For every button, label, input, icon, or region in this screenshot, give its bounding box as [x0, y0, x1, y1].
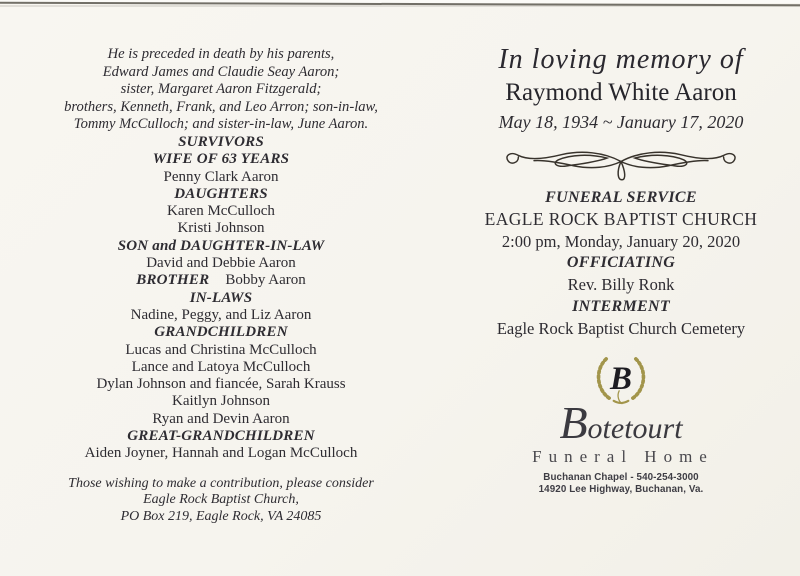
- cemetery-name: Eagle Rock Baptist Church Cemetery: [496, 318, 746, 338]
- son-daughter-in-law-names: David and Debbie Aaron: [146, 255, 296, 272]
- brother-line: [20, 272, 422, 289]
- laurel-wreath-icon: [589, 350, 653, 406]
- interment-heading: INTERMENT: [572, 297, 670, 315]
- contribution-line: PO Box 219, Eagle Rock, VA 24085: [120, 508, 322, 524]
- grandchild-name: Ryan and Devin Aaron: [152, 410, 290, 427]
- funeral-home-name: Botetourt: [559, 396, 683, 448]
- contribution-line: Those wishing to make a contribution, please consider: [68, 475, 374, 491]
- grandchild-name: Dylan Johnson and fiancée, Sarah Krauss: [96, 376, 346, 393]
- flourish-divider: [440, 145, 800, 185]
- survivors-heading: SURVIVORS: [178, 133, 264, 150]
- flourish-icon: [487, 145, 755, 185]
- funeral-home-address-line: 14920 Lee Highway, Buchanan, Va.: [538, 484, 704, 496]
- service-datetime: 2:00 pm, Monday, January 20, 2020: [501, 231, 741, 251]
- brother-heading: BROTHER: [136, 272, 210, 289]
- birth-death-dates: May 18, 1934 ~ January 17, 2020: [498, 112, 744, 132]
- church-name: EAGLE ROCK BAPTIST CHURCH: [484, 208, 758, 229]
- grandchild-name: Lucas and Christina McCulloch: [125, 341, 317, 358]
- grandchild-name: Lance and Latoya McCulloch: [131, 358, 311, 375]
- contribution-note: [20, 476, 422, 526]
- preceded-line: Edward James and Claudie Seay Aaron;: [102, 63, 340, 80]
- in-laws-names: Nadine, Peggy, and Liz Aaron: [130, 306, 312, 323]
- funeral-service-heading: FUNERAL SERVICE: [545, 189, 697, 206]
- son-daughter-in-law-heading: SON and DAUGHTER-IN-LAW: [117, 237, 325, 254]
- funeral-home-contact: [440, 472, 800, 497]
- deceased-name: Raymond White Aaron: [505, 79, 737, 106]
- laurel-wreath-monogram: [440, 350, 800, 406]
- service-details: [440, 187, 800, 340]
- left-page: [20, 0, 422, 525]
- funeral-home-phone-line: Buchanan Chapel - 540-254-3000: [543, 471, 699, 483]
- in-loving-memory-title: In loving memory of: [498, 44, 744, 75]
- wife-name: Penny Clark Aaron: [163, 168, 279, 185]
- preceded-line: brothers, Kenneth, Frank, and Leo Arron; son-in-law,: [64, 98, 378, 115]
- preceded-line: sister, Margaret Aaron Fitzgerald;: [120, 81, 322, 98]
- right-page: [440, 0, 800, 497]
- contribution-line: Eagle Rock Baptist Church,: [143, 492, 299, 508]
- officiant-name: Rev. Billy Ronk: [567, 275, 675, 295]
- great-grandchildren-heading: GREAT-GRANDCHILDREN: [127, 428, 315, 445]
- preceded-in-death-paragraph: [20, 46, 422, 134]
- wife-heading: WIFE OF 63 YEARS: [152, 151, 290, 168]
- officiating-heading: OFFICIATING: [566, 254, 676, 272]
- monogram-b: B: [610, 360, 632, 397]
- preceded-line: He is preceded in death by his parents,: [107, 46, 335, 62]
- grandchild-name: Kaitlyn Johnson: [172, 393, 270, 410]
- daughter-name: Karen McCulloch: [167, 203, 275, 220]
- survivors-list: [20, 134, 422, 463]
- brother-name: Bobby Aaron: [225, 272, 306, 289]
- daughter-name: Kristi Johnson: [177, 220, 265, 237]
- grandchildren-heading: GRANDCHILDREN: [154, 324, 288, 341]
- in-laws-heading: IN-LAWS: [189, 289, 253, 306]
- daughters-heading: DAUGHTERS: [174, 185, 268, 202]
- funeral-home-subtitle: Funeral Home: [532, 446, 714, 466]
- great-grandchildren-names: Aiden Joyner, Hannah and Logan McCulloch: [84, 445, 358, 462]
- funeral-home-logo: [440, 350, 800, 497]
- preceded-line: Tommy McCulloch; and sister-in-law, June Aaron.: [73, 116, 369, 133]
